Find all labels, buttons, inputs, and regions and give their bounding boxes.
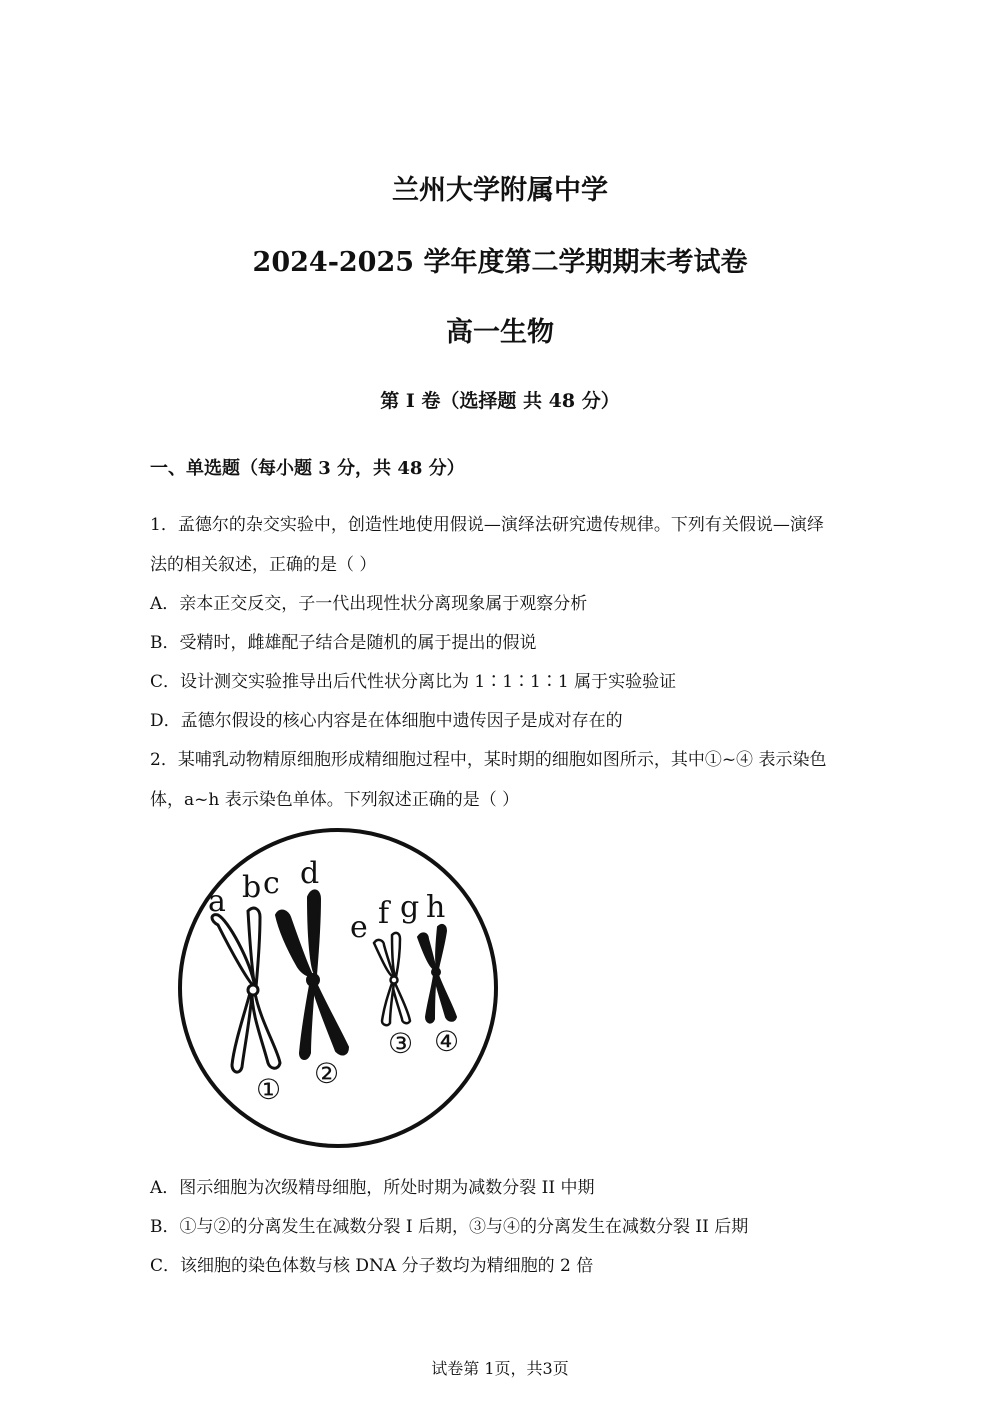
chromosome-label-2: ② [314, 1057, 340, 1090]
school-name: 兰州大学附属中学 [392, 175, 608, 206]
question-2-option-a: A．图示细胞为次级精母细胞，所处时期为减数分裂 II 中期 [150, 1178, 595, 1198]
question-2-stem-line-2: 体，a~h 表示染色单体。下列叙述正确的是（ ） [150, 790, 520, 810]
question-1-option-a: A．亲本正交反交，子一代出现性状分离现象属于观察分析 [150, 594, 588, 614]
page-footer: 试卷第 1页，共3页 [431, 1359, 569, 1378]
question-1-stem-line-1: 1．孟德尔的杂交实验中，创造性地使用假说—演绎法研究遗传规律。下列有关假说—演绎 [150, 515, 824, 535]
question-2-option-c: C．该细胞的染色体数与核 DNA 分子数均为精细胞的 2 倍 [150, 1256, 594, 1276]
chromosome-label-1: ① [256, 1073, 282, 1106]
chromatid-label-h: h [426, 890, 446, 925]
question-1-option-d: D．孟德尔假设的核心内容是在体细胞中遗传因子是成对存在的 [150, 711, 623, 731]
cell-membrane [180, 830, 496, 1146]
chromosome-label-3: ③ [388, 1027, 414, 1060]
chromatid-label-c: c [263, 866, 280, 901]
exam-title: 2024-2025 学年度第二学期期末考试卷 [252, 247, 748, 278]
question-2-stem-line-1: 2．某哺乳动物精原细胞形成精细胞过程中，某时期的细胞如图所示，其中①~④ 表示染色 [150, 750, 827, 770]
cell-diagram [170, 825, 510, 1150]
question-1-stem-line-2: 法的相关叙述，正确的是（ ） [150, 555, 377, 575]
volume-title: 第 I 卷（选择题 共 48 分） [380, 390, 620, 412]
chromatid-label-f: f [378, 896, 390, 931]
question-1-option-b: B．受精时，雌雄配子结合是随机的属于提出的假说 [150, 633, 537, 653]
chromosome-4 [418, 925, 456, 1023]
section-title: 一、单选题（每小题 3 分，共 48 分） [150, 458, 465, 479]
question-1-option-c: C．设计测交实验推导出后代性状分离比为 1∶1∶1∶1 属于实验验证 [150, 672, 677, 692]
subject-title: 高一生物 [446, 317, 554, 348]
chromosome-label-4: ④ [434, 1025, 460, 1058]
chromosome-3 [374, 933, 410, 1025]
chromatid-label-b: b [242, 870, 262, 905]
chromatid-label-g: g [400, 890, 420, 925]
chromatid-label-d: d [300, 856, 320, 891]
chromatid-label-a: a [208, 884, 226, 919]
chromatid-label-e: e [350, 910, 368, 945]
chromosome-2 [276, 890, 348, 1059]
question-2-option-b: B．①与②的分离发生在减数分裂 I 后期，③与④的分离发生在减数分裂 II 后期 [150, 1217, 749, 1237]
chromosome-1 [212, 908, 280, 1072]
